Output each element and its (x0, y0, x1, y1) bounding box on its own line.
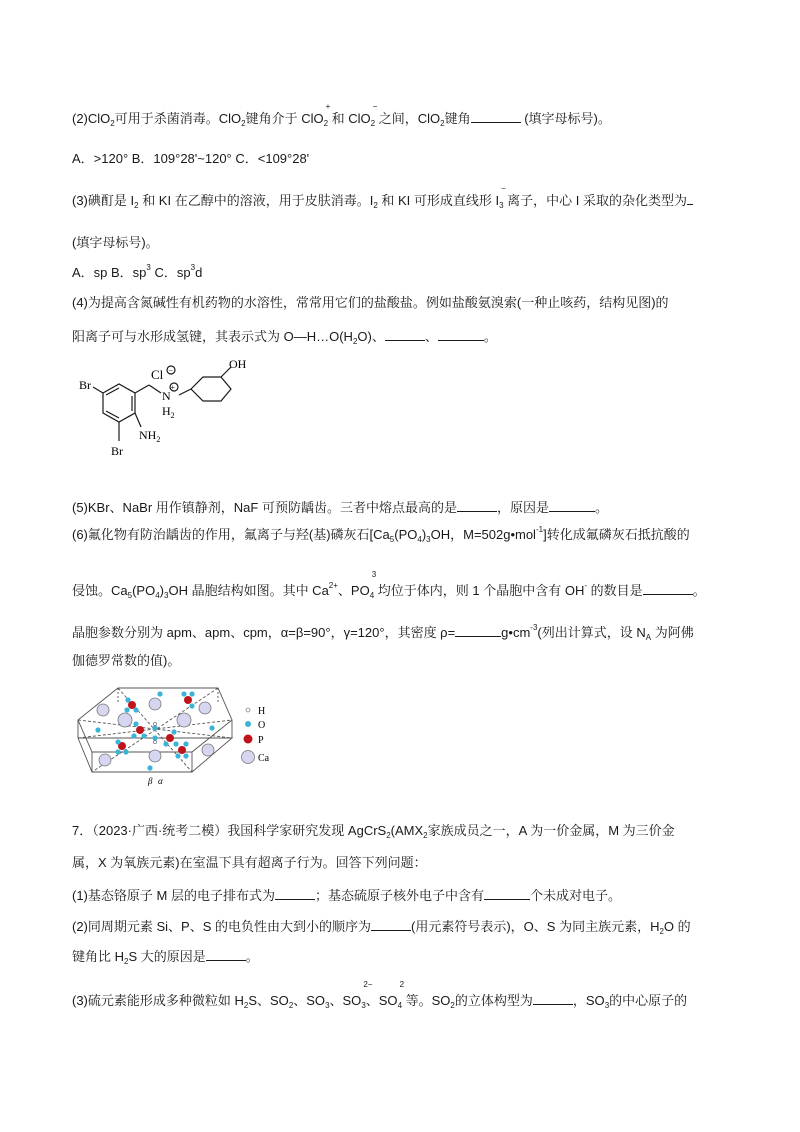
alpha-label: α (158, 776, 163, 786)
q7-line2: 属，X 为氧族元素)在室温下具有超离子行为。回答下列问题： (72, 855, 427, 870)
q4-line2: 阳离子可与水形成氢键，其表示式为 $O—H\dots O(H_2O)$、 、 。 (72, 326, 497, 348)
bromo-bottom-label: Br (111, 444, 123, 458)
q7-line1: 7．（2023·广西·统考二模）我国科学家研究发现 $AgCrS_2(AMX_2$家族成员之一，A 为一价金属，M 为三价金 (72, 823, 675, 840)
legend-p: P (258, 735, 264, 746)
answer-blank-q2[interactable] (471, 108, 521, 123)
q7-3-line: (3)硫元素能形成多种微粒如 $H_2S$、$SO_2$、$SO_3$、SO 2− $_3$、SO 2 $_4$ 等。$SO_2$的立体构型为 ，$SO_3$的中心原子的 (72, 980, 688, 1010)
legend-o: O (258, 720, 266, 731)
q2-line: (2)ClO$_2$可用于杀菌消毒。ClO$_2$键角介于 ClO + $_2$ 和 ClO − $_2$ 之间，ClO$_2$键角 (填字母标号)。 (72, 102, 611, 128)
hydroxyl-label: OH (229, 357, 247, 371)
answer-blank-q7-2b[interactable] (206, 946, 246, 961)
answer-blank-q5-2[interactable] (549, 497, 595, 512)
ambroxol-structure (75, 355, 275, 470)
answer-blank-q7-3[interactable] (533, 990, 573, 1005)
q6-line3: 晶胞参数分别为 apm、apm、cpm，α=β=90°，γ=120°，其密度 $\rho= g•cm^{-3}$(列出计算式，设 $N_A$ 为阿佛 (72, 623, 694, 642)
q3-line: (3)碘酊是 $I_2$ 和 KI 在乙醇中的溶液，用于皮肤消毒。$I_2$ 和 KI 可形成直线形 I − $_3$ 离子，中心 I 采取的杂化类型为 (72, 190, 693, 212)
crystal-cell-diagram (70, 680, 280, 790)
chloride-label: Cl (151, 367, 164, 382)
answer-blank-q6-1[interactable] (643, 580, 693, 595)
clo2-minus: − $_2$ (370, 102, 378, 128)
plus-charge: + (170, 383, 176, 392)
so4-2minus: 2 $_4$ (397, 980, 405, 1010)
crystal-legend (242, 706, 270, 764)
q7-2-line1: (2)同周期元素 Si、P、S 的电负性由大到小的顺序为 (用元素符号表示)，O、S 为同主族元素，$H_2O$ 的 (72, 916, 691, 938)
q6-line1: (6)氟化物有防治龋齿的作用，氟离子与羟(基)磷灰石[$Ca_5(PO_4)_3OH$，M=502g•mol$^{-1}$]转化成氟磷灰石抵抗酸的 (72, 525, 690, 544)
q7-1-line: (1)基态铬原子 M 层的电子排布式为 ；基态硫原子核外电子中含有 个未成对电子。 (72, 885, 621, 905)
so3-2minus: 2− $_3$ (361, 980, 373, 1010)
legend-ca: Ca (258, 753, 270, 764)
i3-minus: − $_3$ (499, 184, 506, 210)
q7-2-line2: 键角比 $H_2S$ 大的原因是 。 (72, 946, 259, 968)
q4-line1: (4)为提高含氮碱性有机药物的水溶性，常常用它们的盐酸盐。例如盐酸氨溴索(一种止咳药，结构见图)的 (72, 295, 669, 310)
q3-options: A．sp B．$sp^3$ C．$sp^3d$ (72, 263, 203, 280)
answer-blank-q7-1b[interactable] (484, 885, 530, 900)
answer-blank-q4-1[interactable] (385, 326, 425, 341)
legend-h: H (258, 706, 266, 717)
amine-n-label: N (162, 389, 171, 403)
q2-options: A．>120° B．109°28'~120° C．<109°28' (72, 151, 310, 166)
answer-blank-q4-2[interactable] (438, 326, 484, 341)
amine-h2-label: $H_2$ (162, 404, 175, 420)
q5-line: (5)KBr、NaBr 用作镇静剂，NaF 可预防龋齿。三者中熔点最高的是 ，原因是 。 (72, 497, 608, 517)
minus-charge: − (168, 366, 174, 375)
po4-charge: 3 $_4$ (369, 570, 377, 600)
answer-blank-q7-2a[interactable] (371, 916, 411, 931)
q6-line2: 侵蚀。$Ca_5(PO_4)_3OH$ 晶胞结构如图。其中 $Ca^{2+}$、PO 3 $_4$ 均位于体内，则 1 个晶胞中含有 OH- 的数目是 。 (72, 570, 706, 600)
beta-label: β (148, 776, 153, 786)
q3-continued: (填字母标号)。 (72, 235, 159, 250)
answer-blank-q6-2[interactable] (455, 622, 501, 637)
answer-blank-q3[interactable] (687, 190, 693, 205)
answer-blank-q7-1a[interactable] (275, 885, 315, 900)
nh2-label: $NH_2$ (139, 428, 161, 444)
q6-line4: 伽德罗常数的值)。 (72, 653, 181, 668)
bromo-top-label: Br (79, 378, 91, 392)
clo2-plus: + $_2$ (323, 102, 331, 128)
answer-blank-q5-1[interactable] (457, 497, 497, 512)
